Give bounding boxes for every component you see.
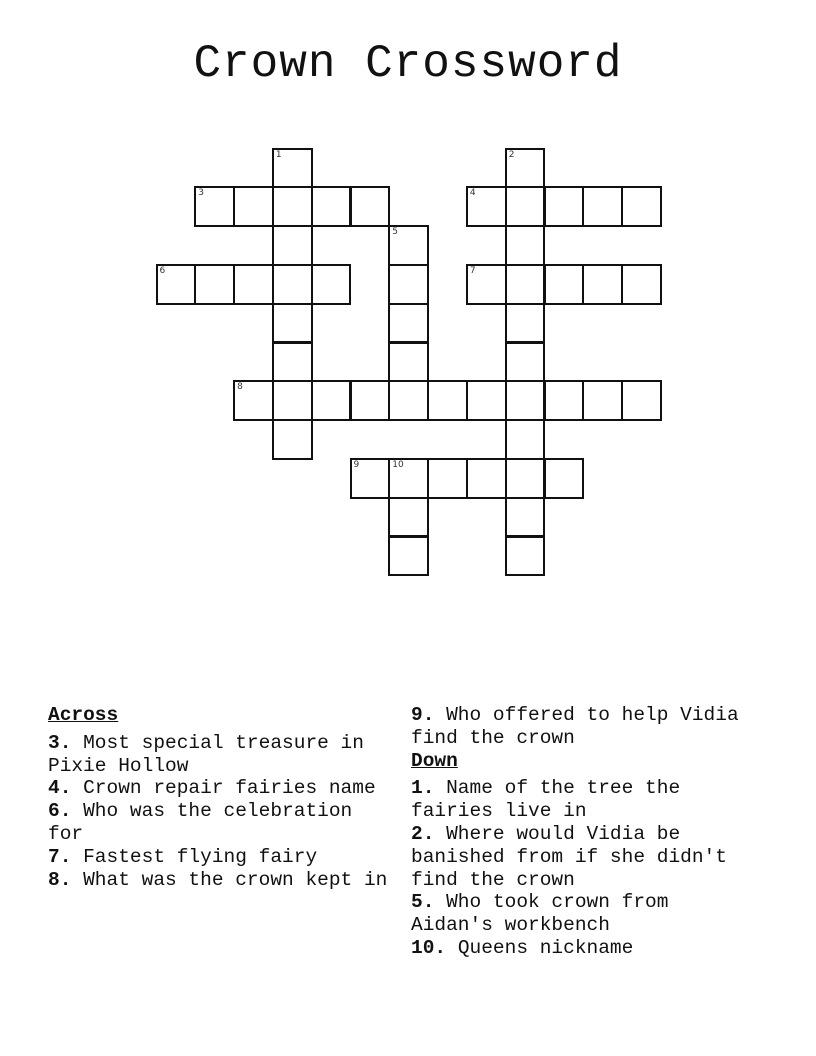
clue-text: Name of the tree the fairies live in bbox=[411, 777, 681, 823]
grid-cell[interactable] bbox=[621, 264, 662, 305]
grid-cell[interactable] bbox=[505, 225, 546, 266]
clue-across-4 bbox=[48, 777, 388, 800]
clue-across-7 bbox=[48, 846, 388, 869]
down-heading: Down bbox=[411, 749, 458, 772]
grid-cell[interactable] bbox=[350, 186, 391, 227]
clue-number: 8. bbox=[48, 868, 72, 891]
clue-number: 9. bbox=[411, 704, 435, 726]
clue-across-8 bbox=[48, 869, 388, 892]
clue-text: Most special treasure in Pixie Hollow bbox=[48, 731, 364, 777]
grid-cell[interactable] bbox=[505, 303, 546, 344]
grid-cell[interactable] bbox=[388, 342, 429, 383]
grid-cell[interactable] bbox=[505, 419, 546, 460]
grid-cell[interactable] bbox=[582, 264, 623, 305]
clue-text: Who took crown from Aidan's workbench bbox=[411, 891, 669, 937]
grid-cell[interactable] bbox=[505, 186, 546, 227]
across-clue-list bbox=[48, 732, 388, 892]
page-title: Crown Crossword bbox=[193, 38, 623, 90]
grid-cell[interactable] bbox=[233, 186, 274, 227]
clue-number: 1. bbox=[411, 777, 435, 800]
grid-cell[interactable] bbox=[505, 497, 546, 538]
clue-down-5 bbox=[411, 891, 751, 937]
grid-cell[interactable] bbox=[505, 536, 546, 577]
grid-cell[interactable] bbox=[466, 380, 507, 421]
across-heading: Across bbox=[48, 704, 119, 726]
grid-cell[interactable] bbox=[194, 264, 235, 305]
grid-cell[interactable] bbox=[233, 264, 274, 305]
grid-cell[interactable] bbox=[505, 380, 546, 421]
clue-number: 4. bbox=[48, 777, 72, 800]
grid-cell[interactable] bbox=[272, 225, 313, 266]
grid-cell[interactable] bbox=[466, 264, 507, 305]
clue-text: Who offered to help Vidia find the crown bbox=[411, 704, 739, 749]
cell-number: 5 bbox=[392, 227, 399, 238]
cell-number: 10 bbox=[392, 459, 404, 470]
grid-cell[interactable] bbox=[311, 186, 352, 227]
clue-text: Queens nickname bbox=[457, 936, 634, 959]
grid-cell[interactable] bbox=[544, 458, 585, 499]
grid-cell[interactable] bbox=[272, 342, 313, 383]
grid-cell[interactable] bbox=[272, 380, 313, 421]
grid-cell[interactable] bbox=[505, 264, 546, 305]
grid-cell[interactable] bbox=[544, 186, 585, 227]
grid-cell[interactable] bbox=[388, 458, 429, 499]
clue-text: Who was the celebration for bbox=[48, 800, 353, 845]
cell-number: 9 bbox=[353, 459, 360, 470]
clue-text: What was the crown kept in bbox=[83, 868, 388, 891]
clue-across-6 bbox=[48, 800, 388, 846]
clue-text: Where would Vidia be banished from if she didn't find the crown bbox=[411, 822, 727, 891]
grid-cell[interactable] bbox=[621, 186, 662, 227]
clue-number: 2. bbox=[411, 822, 435, 845]
cell-number: 7 bbox=[469, 265, 476, 276]
cell-number: 8 bbox=[237, 382, 243, 393]
grid-cell[interactable] bbox=[466, 186, 507, 227]
grid-cell[interactable] bbox=[272, 303, 313, 344]
grid-cell[interactable] bbox=[466, 458, 507, 499]
cell-number: 6 bbox=[159, 265, 166, 276]
clue-number: 3. bbox=[48, 731, 72, 754]
grid-cell[interactable] bbox=[582, 186, 623, 227]
clue-across-3 bbox=[48, 732, 388, 778]
grid-cell[interactable] bbox=[505, 148, 546, 189]
grid-cell[interactable] bbox=[544, 264, 585, 305]
grid-cell[interactable] bbox=[272, 186, 313, 227]
down-clue-list bbox=[411, 777, 751, 959]
grid-cell[interactable] bbox=[311, 264, 352, 305]
grid-cell[interactable] bbox=[505, 458, 546, 499]
clue-number: 5. bbox=[411, 891, 435, 914]
clue-number: 7. bbox=[48, 845, 72, 868]
grid-cell[interactable] bbox=[156, 264, 197, 305]
clues-left-column bbox=[48, 704, 388, 891]
clue-across-9 bbox=[411, 704, 751, 750]
grid-cell[interactable] bbox=[272, 264, 313, 305]
grid-cell[interactable] bbox=[388, 264, 429, 305]
grid-cell[interactable] bbox=[272, 148, 313, 189]
clue-down-1 bbox=[411, 777, 751, 823]
grid-cell[interactable] bbox=[233, 380, 274, 421]
clue-text: Crown repair fairies name bbox=[83, 777, 376, 800]
grid-cell[interactable] bbox=[544, 380, 585, 421]
grid-cell[interactable] bbox=[194, 186, 235, 227]
grid-cell[interactable] bbox=[272, 419, 313, 460]
grid-cell[interactable] bbox=[388, 303, 429, 344]
grid-cell[interactable] bbox=[427, 458, 468, 499]
grid-cell[interactable] bbox=[388, 497, 429, 538]
grid-cell[interactable] bbox=[350, 458, 391, 499]
grid-cell[interactable] bbox=[582, 380, 623, 421]
clue-down-2 bbox=[411, 823, 751, 891]
grid-cell[interactable] bbox=[311, 380, 352, 421]
clue-number: 10. bbox=[411, 936, 447, 959]
clues-right-column bbox=[411, 704, 751, 960]
grid-cell[interactable] bbox=[427, 380, 468, 421]
cell-number: 2 bbox=[508, 149, 515, 160]
cell-number: 4 bbox=[469, 188, 476, 199]
grid-cell[interactable] bbox=[505, 342, 546, 383]
clue-text: Fastest flying fairy bbox=[83, 845, 318, 868]
grid-cell[interactable] bbox=[350, 380, 391, 421]
cell-number: 1 bbox=[275, 149, 282, 160]
grid-cell[interactable] bbox=[388, 225, 429, 266]
clue-down-10 bbox=[411, 937, 751, 960]
cell-number: 3 bbox=[198, 188, 205, 199]
clue-number: 6. bbox=[48, 800, 72, 823]
grid-cell[interactable] bbox=[621, 380, 662, 421]
grid-cell[interactable] bbox=[388, 380, 429, 421]
grid-cell[interactable] bbox=[388, 536, 429, 577]
